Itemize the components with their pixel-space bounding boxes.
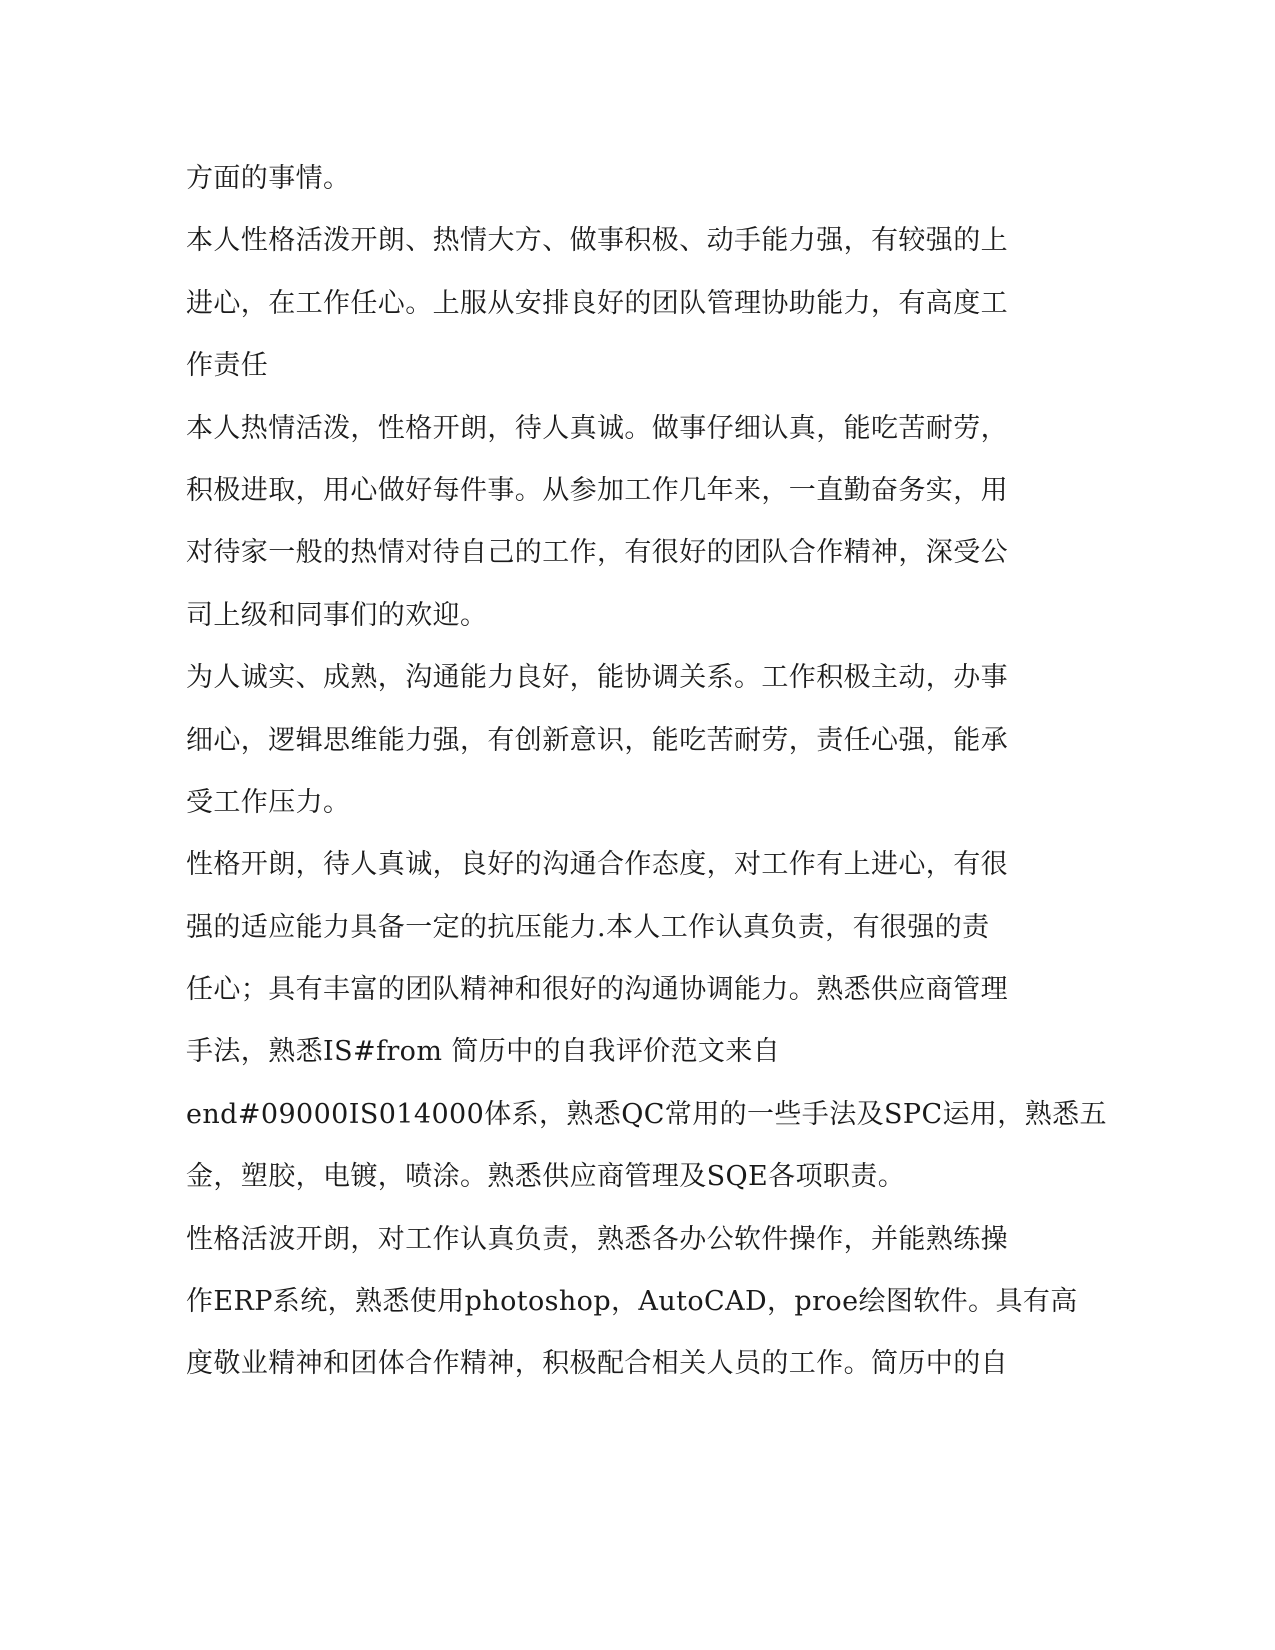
text-line: 性格活波开朗，对工作认真负责，熟悉各办公软件操作，并能熟练操 — [186, 1223, 1008, 1255]
text-line: 进心，在工作任心。上服从安排良好的团队管理协助能力，有高度工 — [186, 287, 1008, 319]
text-line: 任心；具有丰富的团队精神和很好的沟通协调能力。熟悉供应商管理 — [186, 974, 1008, 1006]
text-line: 本人热情活泼，性格开朗，待人真诚。做事仔细认真，能吃苦耐劳， — [186, 412, 1008, 444]
text-line: 司上级和同事们的欢迎。 — [186, 599, 488, 631]
text-line: 强的适应能力具备一定的抗压能力.本人工作认真负责，有很强的责 — [186, 911, 990, 943]
text-line: 方面的事情。 — [186, 163, 351, 194]
text-line: 手法，熟悉IS#from 简历中的自我评价范文来自 — [186, 1036, 781, 1068]
text-line: 本人性格活泼开朗、热情大方、做事积极、动手能力强，有较强的上 — [186, 225, 1008, 257]
text-line: 作责任 — [186, 350, 269, 382]
text-line: end#09000IS014000体系，熟悉QC常用的一些手法及SPC运用，熟悉五 — [186, 1098, 1107, 1130]
text-line: 性格开朗，待人真诚，良好的沟通合作态度，对工作有上进心，有很 — [186, 849, 1008, 881]
text-line: 作ERP系统，熟悉使用photoshop，AutoCAD，proe绘图软件。具有高 — [186, 1286, 1078, 1318]
text-line: 积极进取，用心做好每件事。从参加工作几年来，一直勤奋务实，用 — [186, 474, 1008, 506]
text-line: 对待家一般的热情对待自己的工作，有很好的团队合作精神，深受公 — [186, 537, 1008, 569]
text-line: 受工作压力。 — [186, 786, 351, 818]
document-body — [186, 148, 1107, 1396]
text-line: 细心，逻辑思维能力强，有创新意识，能吃苦耐劳，责任心强，能承 — [186, 724, 1008, 756]
text-line: 为人诚实、成熟，沟通能力良好，能协调关系。工作积极主动，办事 — [186, 662, 1008, 694]
text-line: 金，塑胶，电镀，喷涂。熟悉供应商管理及SQE各项职责。 — [186, 1161, 906, 1193]
text-line: 度敬业精神和团体合作精神，积极配合相关人员的工作。简历中的自 — [186, 1348, 1008, 1380]
